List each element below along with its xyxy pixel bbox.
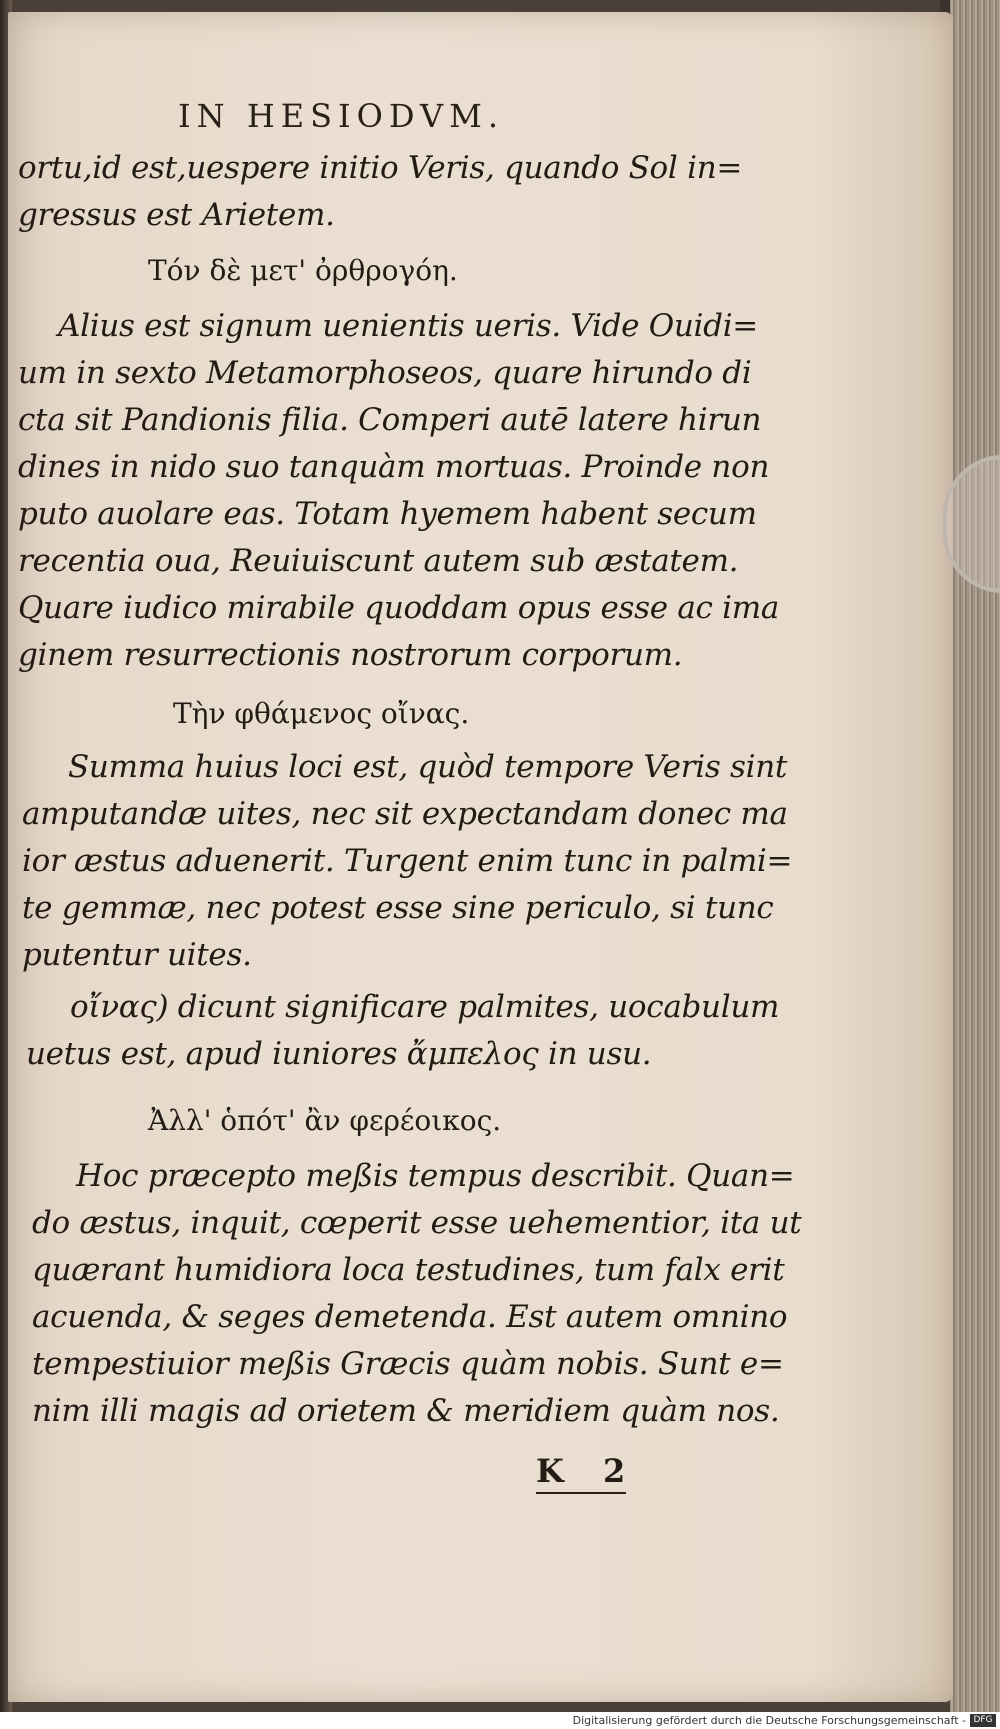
text-line: nim illi magis ad orietem & meridiem quàm nos. — [32, 1393, 780, 1429]
lemma-line: Τὴν φθάμενος οἴνας. — [173, 697, 470, 730]
text-line: Alius est signum uenientis ueris. Vide Ouidi= — [58, 308, 758, 344]
text-line: do æstus, inquit, cœperit esse uehementior, ita ut — [32, 1205, 802, 1241]
text-line: οἴνας) dicunt significare palmites, uocabulum — [70, 989, 780, 1025]
footer-credit: Digitalisierung gefördert durch die Deutsche Forschungsgemeinschaft - — [572, 1714, 966, 1727]
text-line: tempestiuior meßis Græcis quàm nobis. Sunt e= — [32, 1346, 784, 1382]
digitization-footer — [0, 1712, 1000, 1729]
page-stack-edge — [950, 0, 1000, 1712]
text-line: uetus est, apud iuniores ἄμπελος in usu. — [26, 1036, 652, 1072]
signature-underline — [536, 1492, 626, 1494]
dfg-logo: DFG — [970, 1714, 996, 1727]
text-line: gressus est Arietem. — [18, 197, 335, 233]
text-line: dines in nido suo tanquàm mortuas. Proinde non — [18, 449, 770, 485]
signature-mark: K 2 — [536, 1452, 640, 1490]
text-line: amputandæ uites, nec sit expectandam donec ma — [22, 796, 788, 832]
lemma-line: Ἀλλ' ὁπότ' ἂν φερέοικος. — [148, 1104, 502, 1137]
text-line: te gemmæ, nec potest esse sine periculo, si tunc — [22, 890, 774, 926]
text-line: putentur uites. — [22, 937, 252, 973]
book-page — [8, 12, 953, 1702]
text-line: quærant humidiora loca testudines, tum falx erit — [32, 1252, 785, 1288]
text-line: recentia oua, Reuiuiscunt autem sub æstatem. — [18, 543, 739, 579]
text-line: cta sit Pandionis filia. Comperi autē latere hirun — [18, 402, 762, 438]
text-line: ginem resurrectionis nostrorum corporum. — [18, 637, 683, 673]
text-line: Hoc præcepto meßis tempus describit. Quan= — [76, 1158, 795, 1194]
page-text — [8, 12, 953, 1702]
text-line: ior æstus aduenerit. Turgent enim tunc in palmi= — [22, 843, 793, 879]
running-head: IN HESIODVM. — [178, 97, 505, 135]
text-line: Quare iudico mirabile quoddam opus esse ac ima — [18, 590, 780, 626]
text-line: acuenda, & seges demetenda. Est autem omnino — [32, 1299, 788, 1335]
text-line: Summa huius loci est, quòd tempore Veris sint — [68, 749, 788, 785]
text-line: puto auolare eas. Totam hyemem habent secum — [18, 496, 757, 532]
text-line: ortu,id est,uespere initio Veris, quando Sol in= — [18, 150, 743, 186]
lemma-line: Τόν δὲ μετ' ὀρθρογόη. — [148, 254, 458, 287]
text-line: um in sexto Metamorphoseos, quare hirundo di — [18, 355, 752, 391]
